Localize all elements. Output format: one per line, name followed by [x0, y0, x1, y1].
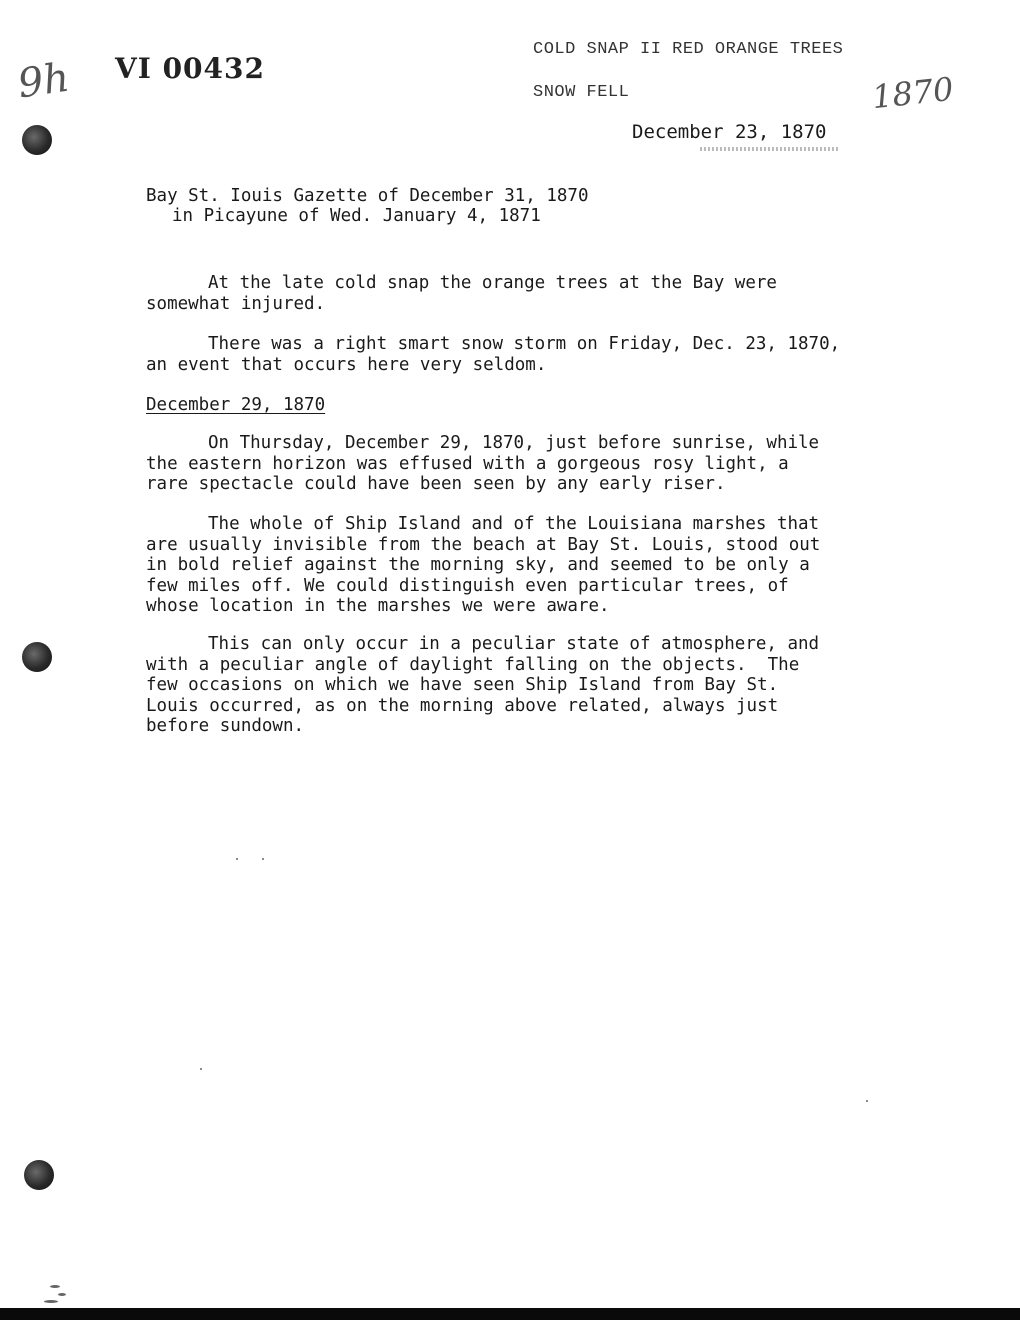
scan-speck — [866, 1100, 868, 1102]
paragraph-peculiar-atmosphere — [146, 634, 819, 737]
scan-speck — [200, 1068, 202, 1070]
paragraph-line: somewhat injured. — [146, 293, 326, 314]
paragraph-line: This can only occur in a peculiar state of atmosphere, and — [208, 634, 820, 654]
scan-speck — [50, 1285, 60, 1288]
subject-line-1: COLD SNAP II RED ORANGE TREES — [533, 40, 844, 59]
scan-speck — [236, 858, 238, 860]
source-line-1: Bay St. Iouis Gazette of December 31, 1870 — [146, 186, 589, 206]
paragraph-line: On Thursday, December 29, 1870, just before sunrise, while — [208, 433, 820, 453]
paragraph-line: before sundown. — [146, 716, 305, 736]
punch-hole-bottom — [24, 1160, 54, 1190]
subject-line-2: SNOW FELL — [533, 83, 630, 102]
punch-hole-middle — [22, 642, 52, 672]
header-date: December 23, 1870 — [632, 121, 827, 143]
paragraph-cold-snap — [146, 273, 777, 314]
year-annotation-handwritten: 1870 — [870, 69, 956, 117]
scan-speck — [44, 1300, 58, 1303]
paragraph-line: with a peculiar angle of daylight falling on the objects. The — [146, 654, 800, 675]
paragraph-line: There was a right smart snow storm on Friday, Dec. 23, 1870, — [208, 334, 841, 354]
header-date-smudge — [700, 147, 840, 151]
paragraph-line: are usually invisible from the beach at Bay St. Louis, stood out — [146, 534, 821, 555]
paragraph-line: At the late cold snap the orange trees at the Bay were — [208, 273, 777, 293]
scan-bottom-edge — [0, 1308, 1020, 1320]
document-number-stamp: VI 00432 — [115, 52, 265, 85]
scan-speck — [262, 858, 264, 860]
paragraph-line: few miles off. We could distinguish even particular trees, of — [146, 575, 789, 596]
section-date-heading: December 29, 1870 — [146, 395, 326, 415]
paragraph-line: rare spectacle could have been seen by any early riser. — [146, 474, 726, 494]
source-line-2: in Picayune of Wed. January 4, 1871 — [172, 206, 541, 226]
paragraph-ship-island — [146, 514, 820, 617]
paragraph-snow-storm — [146, 334, 840, 375]
scan-speck — [58, 1293, 66, 1296]
margin-handwritten-note: 9h — [15, 54, 73, 108]
paragraph-line: an event that occurs here very seldom. — [146, 354, 547, 375]
punch-hole-top — [22, 125, 52, 155]
paragraph-line: whose location in the marshes we were aware. — [146, 596, 610, 616]
paragraph-line: in bold relief against the morning sky, and seemed to be only a — [146, 555, 810, 575]
paragraph-rare-spectacle — [146, 433, 819, 495]
paragraph-line: few occasions on which we have seen Ship Island from Bay St. — [146, 675, 779, 695]
paragraph-line: The whole of Ship Island and of the Louisiana marshes that — [208, 514, 820, 534]
paragraph-line: the eastern horizon was effused with a gorgeous rosy light, a — [146, 453, 789, 474]
paragraph-line: Louis occurred, as on the morning above related, always just — [146, 695, 779, 716]
